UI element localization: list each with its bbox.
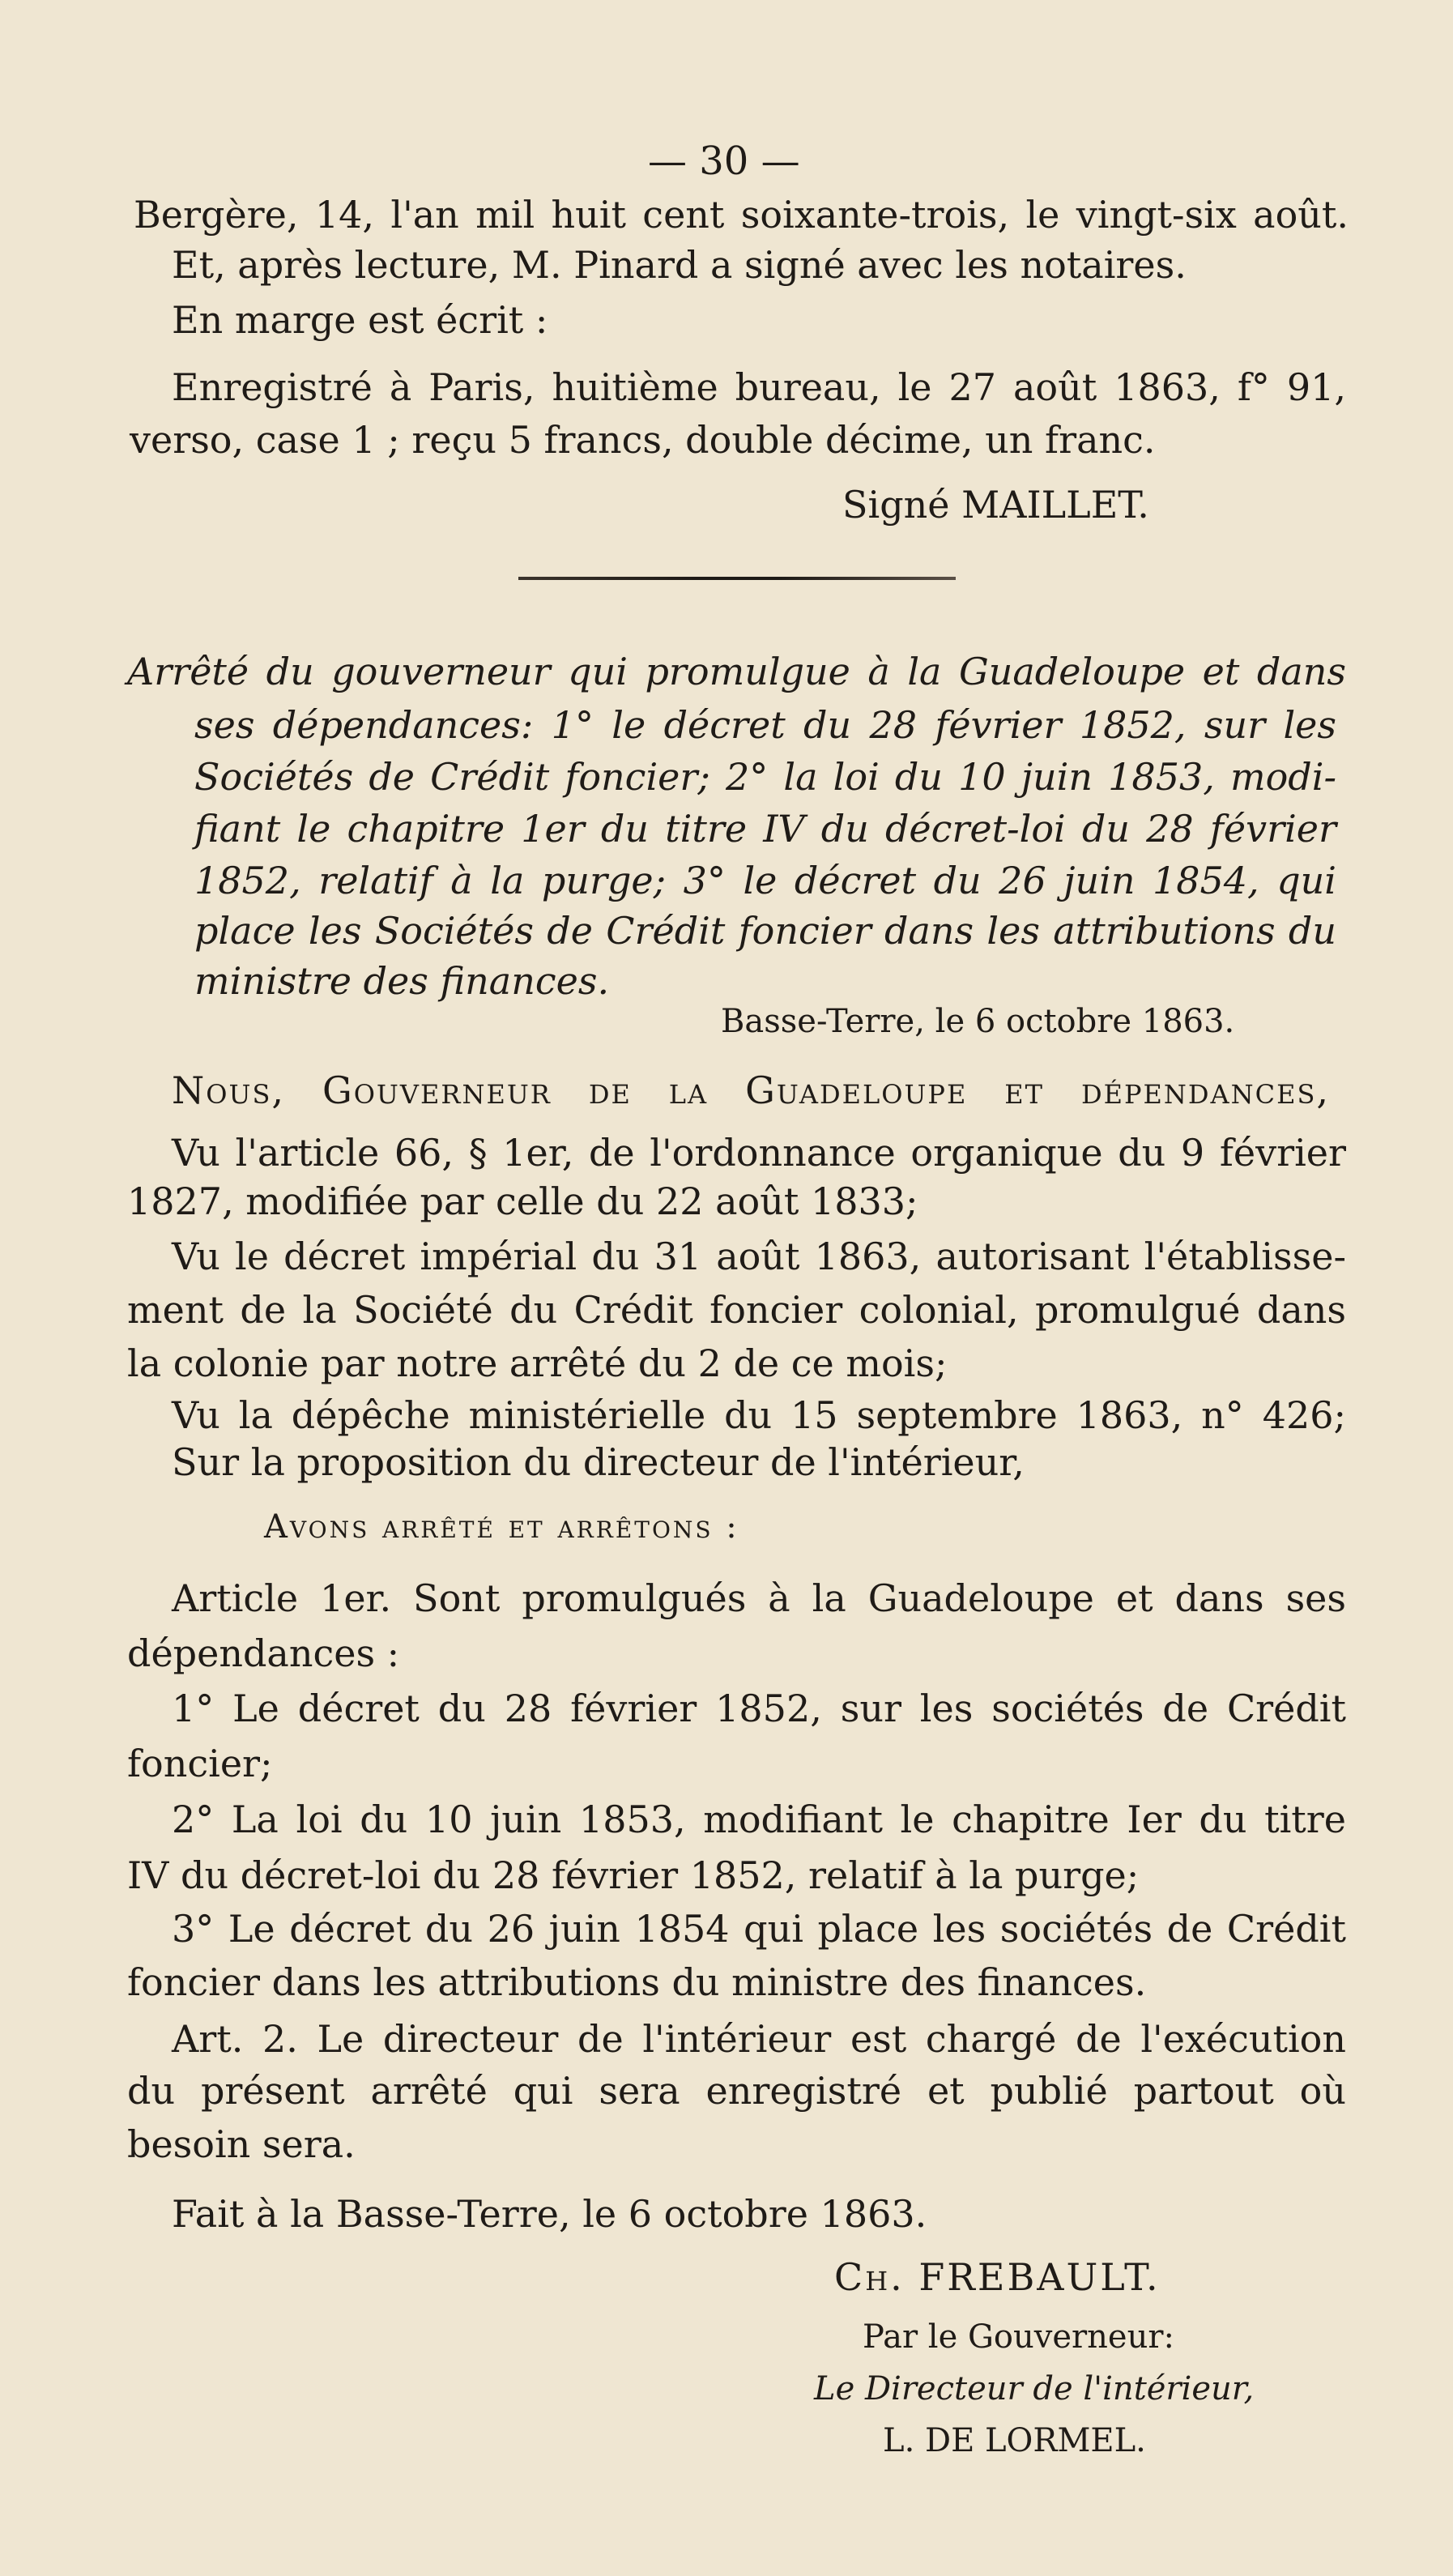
article-line: 1° Le décret du 28 février 1852, sur les sociétés de Crédit [172,1687,1346,1730]
header-line: Et, après lecture, M. Pinard a signé avec les notaires. [172,243,1187,287]
signature-line: Signé MAILLET. [842,483,1149,527]
article-line: 3° Le décret du 26 juin 1854 qui place les sociétés de Crédit [172,1907,1346,1951]
preamble-line: ment de la Société du Crédit foncier colonial, promulgué dans [127,1288,1346,1332]
title-line: Arrêté du gouverneur qui promulgue à la Guadeloupe et dans [127,650,1346,693]
preamble-line: 1827, modifiée par celle du 22 août 1833; [127,1179,918,1223]
page-number: — 30 — [648,139,800,184]
article-line: besoin sera. [127,2122,356,2166]
preamble-heading: Nous, Gouverneur de la Guadeloupe et dépendances, [172,1068,1330,1112]
preamble-line: Vu l'article 66, § 1er, de l'ordonnance organique du 9 février [172,1131,1346,1175]
title-line: ministre des finances. [194,959,610,1003]
title-line: ses dépendances: 1° le décret du 28 février 1852, sur les [194,703,1336,747]
article-line: dépendances : [127,1631,400,1675]
title-line: 1852, relatif à la purge; 3° le décret du 26 juin 1854, qui [194,859,1336,902]
countersigner-name: L. DE LORMEL. [883,2422,1146,2459]
preamble-line: Vu le décret impérial du 31 août 1863, autorisant l'établisse- [172,1235,1346,1278]
header-line: En marge est écrit : [172,298,548,342]
article-line: Article 1er. Sont promulgués à la Guadeloupe et dans ses [172,1576,1346,1620]
directeur-role: Le Directeur de l'intérieur, [814,2370,1255,2408]
article-line: IV du décret-loi du 28 février 1852, relatif à la purge; [127,1853,1140,1897]
signer-name: Ch. FREBAULT. [834,2255,1161,2299]
article-line: du présent arrêté qui sera enregistré et publié partout où [127,2069,1346,2113]
header-line: Bergère, 14, l'an mil huit cent soixante-trois, le vingt-six août. [134,193,1349,237]
article-line: Art. 2. Le directeur de l'intérieur est chargé de l'exécution [172,2017,1346,2061]
header-line: verso, case 1 ; reçu 5 francs, double décime, un franc. [130,418,1156,462]
dateline: Basse-Terre, le 6 octobre 1863. [721,1003,1235,1040]
title-line: Sociétés de Crédit foncier; 2° la loi du 10 juin 1853, modi- [194,755,1336,799]
preamble-line: la colonie par notre arrêté du 2 de ce mois; [127,1341,948,1385]
preamble-line: Vu la dépêche ministérielle du 15 septembre 1863, n° 426; [172,1393,1346,1437]
par-le-gouverneur: Par le Gouverneur: [863,2318,1174,2356]
avons-heading: Avons arrêté et arrêtons : [264,1508,739,1546]
section-divider [518,577,956,580]
article-line: foncier dans les attributions du ministre des finances. [127,1960,1147,2004]
closing-fait: Fait à la Basse-Terre, le 6 octobre 1863. [172,2192,927,2236]
title-line: fiant le chapitre 1er du titre IV du décret-loi du 28 février [194,807,1336,851]
article-line: 2° La loi du 10 juin 1853, modifiant le chapitre Ier du titre [172,1798,1346,1841]
preamble-line: Sur la proposition du directeur de l'intérieur, [172,1440,1025,1484]
title-line: place les Sociétés de Crédit foncier dans les attributions du [194,909,1336,953]
article-line: foncier; [127,1742,273,1785]
header-line: Enregistré à Paris, huitième bureau, le 27 août 1863, f° 91, [172,365,1346,409]
